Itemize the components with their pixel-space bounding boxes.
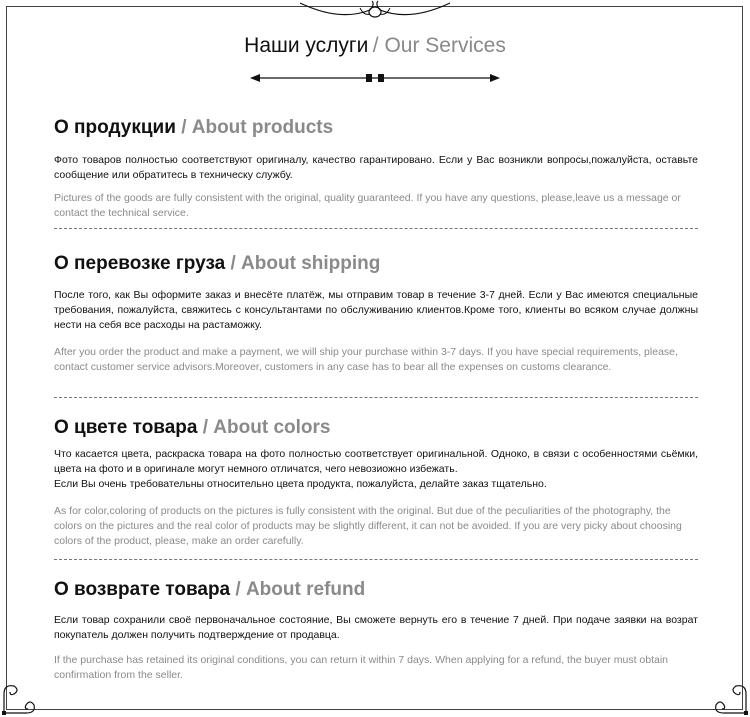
section-heading-en: / About colors <box>202 417 331 438</box>
double-arrow-divider-icon <box>250 68 500 88</box>
page-title-en: / Our Services <box>372 34 506 57</box>
corner-ornament-bottom-left-icon <box>0 680 40 717</box>
section-text-ru-2: Если Вы очень требовательны относительно цвета продукта, пожалуйста, делайте заказ тщательно. <box>54 478 547 490</box>
section-text-ru: Что касается цвета, раскраска товара на фото полностью соответствует оригинальной. Одноко, в связи с особенностями сьёмки, цвета на фото и в оригинале могут немного отличатся, чего невозиожно избежать. <box>54 448 698 475</box>
section-heading-ru: О возврате товара <box>54 579 231 600</box>
section-heading <box>54 253 698 275</box>
section-heading <box>54 579 698 601</box>
section-heading <box>54 417 698 439</box>
section-text-en: If the purchase has retained its original conditions, you can return it within 7 days. When applying for a refund, the buyer must obtain confirmation from the seller. <box>54 654 669 681</box>
section-text-ru: После того, как Вы оформите заказ и внесёте платёж, мы отправим товар в течение 3-7 дней. Если у Вас имеются специальные требования, пожалуйста, свяжитесь с консультантами по обслуживанию клиентов.Кроме того, клиенты во всяком случае должны нести на себя все расходы на растаможку. <box>54 289 698 331</box>
section-heading-en: / About products <box>181 117 334 138</box>
section-text-en: As for color,coloring of products on the pictures is fully consistent with the original. But due of the peculiarities of the photography, the colors on the pictures and the real color of products may be slightly different, it can not be avoided. If you are very picky about choosing colors of the product, please, make an order carefully. <box>54 505 682 547</box>
section-text-ru: Фото товаров полностью соответствуют оригиналу, качество гарантировано. Если у Вас возникли вопросы,пожалуйста, оставьте сообщение или обратитесь в техническу службу. <box>54 154 698 181</box>
page-title <box>0 34 750 58</box>
section-heading-en: / About shipping <box>230 253 381 274</box>
page-title-ru: Наши услуги <box>244 34 369 57</box>
section-text-ru: Если товар сохранили своё первоначальное состояние, Вы сможете вернуть его в течение 7 дней. При подаче заявки на возрат покупатель должен получить подтверждение от продавца. <box>54 614 698 641</box>
section-heading-ru: О перевозке груза <box>54 253 226 274</box>
section-colors <box>54 417 698 549</box>
section-products <box>54 117 698 221</box>
section-divider <box>54 397 698 398</box>
corner-ornament-bottom-right-icon <box>710 680 750 717</box>
section-shipping <box>54 253 698 375</box>
section-heading-ru: О продукции <box>54 117 176 138</box>
section-text-en: Pictures of the goods are fully consistent with the original, quality guaranteed. If you have any questions, please,leave us a message or contact the technical service. <box>54 192 681 219</box>
section-heading-en: / About refund <box>235 579 366 600</box>
top-ornament-icon <box>300 0 450 22</box>
section-divider <box>54 559 698 560</box>
section-refund <box>54 579 698 683</box>
section-text-en: After you order the product and make a payment, we will ship your purchase within 3-7 days. If you have special requirements, please, contact customer service advisors.Moreover, customers in any case has to bear all the expenses on customs clearance. <box>54 346 678 373</box>
section-heading-ru: О цвете товара <box>54 417 198 438</box>
section-divider <box>54 228 698 229</box>
section-heading <box>54 117 698 139</box>
